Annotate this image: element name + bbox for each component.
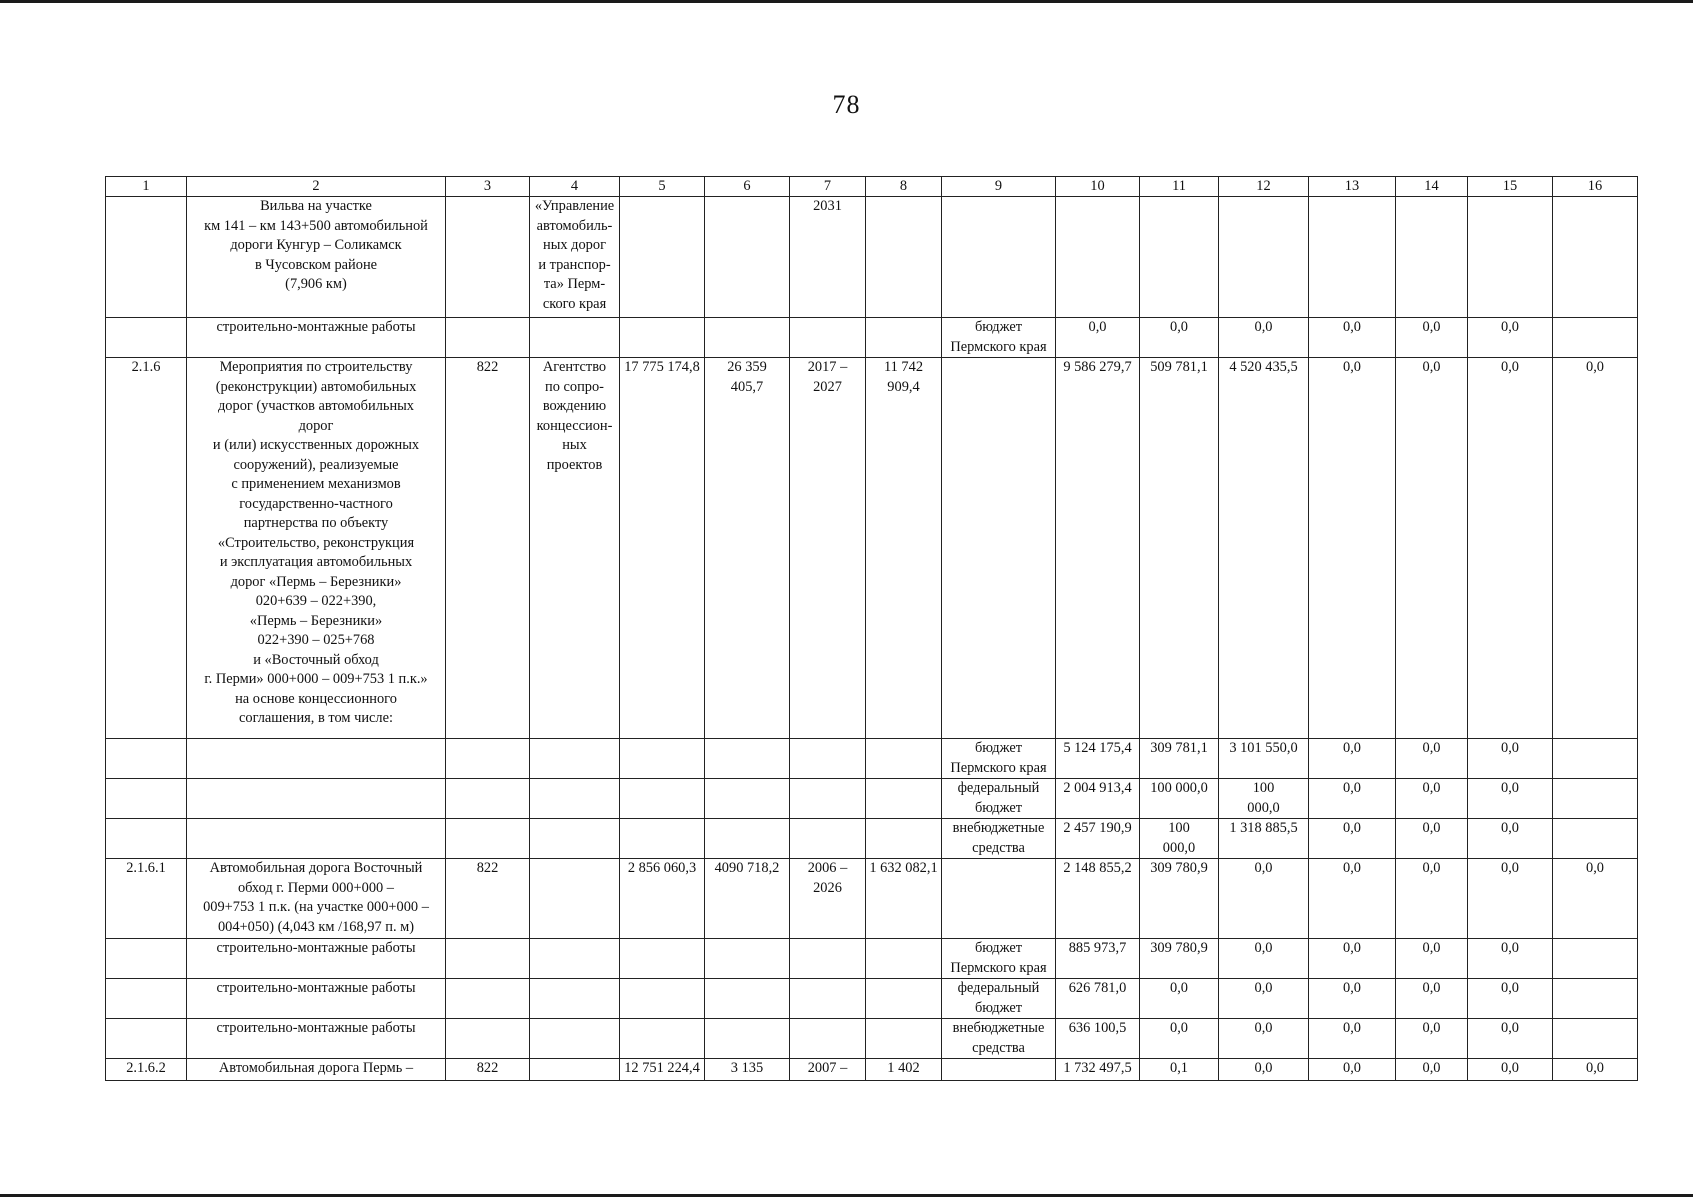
cell-col-14: 0,0 <box>1396 318 1468 358</box>
cell-col-16 <box>1553 779 1638 819</box>
cell-col-13: 0,0 <box>1309 1059 1396 1081</box>
cell-col-6 <box>705 819 790 859</box>
cell-col-2: строительно-монтажные работы <box>187 318 446 358</box>
column-number-10: 10 <box>1056 177 1140 197</box>
cell-col-13: 0,0 <box>1309 779 1396 819</box>
cell-col-4 <box>530 318 620 358</box>
cell-col-7: 2031 <box>790 197 866 318</box>
cell-col-16 <box>1553 197 1638 318</box>
cell-col-10: 1 732 497,5 <box>1056 1059 1140 1081</box>
cell-col-5: 2 856 060,3 <box>620 859 705 939</box>
cell-col-5: 17 775 174,8 <box>620 358 705 739</box>
cell-col-2: строительно-монтажные работы <box>187 1019 446 1059</box>
cell-col-7: 2006 – 2026 <box>790 859 866 939</box>
cell-col-9 <box>942 197 1056 318</box>
cell-col-2: Автомобильная дорога Пермь – <box>187 1059 446 1081</box>
cell-col-15: 0,0 <box>1468 819 1553 859</box>
cell-col-14: 0,0 <box>1396 939 1468 979</box>
column-number-11: 11 <box>1140 177 1219 197</box>
cell-col-6 <box>705 779 790 819</box>
column-number-8: 8 <box>866 177 942 197</box>
cell-col-8: 1 632 082,1 <box>866 859 942 939</box>
cell-col-6 <box>705 979 790 1019</box>
cell-col-15 <box>1468 197 1553 318</box>
cell-col-12: 4 520 435,5 <box>1219 358 1309 739</box>
cell-col-1 <box>106 779 187 819</box>
cell-col-8: 1 402 <box>866 1059 942 1081</box>
cell-col-2 <box>187 819 446 859</box>
cell-col-7: 2007 – <box>790 1059 866 1081</box>
cell-col-4 <box>530 739 620 779</box>
cell-col-11: 509 781,1 <box>1140 358 1219 739</box>
cell-col-8 <box>866 318 942 358</box>
cell-col-3 <box>446 739 530 779</box>
table-row <box>106 1019 1638 1059</box>
cell-col-3 <box>446 779 530 819</box>
cell-col-10: 2 457 190,9 <box>1056 819 1140 859</box>
table-row <box>106 197 1638 318</box>
cell-col-2 <box>187 779 446 819</box>
cell-col-5 <box>620 779 705 819</box>
table-row <box>106 1059 1638 1081</box>
cell-col-8: 11 742 909,4 <box>866 358 942 739</box>
cell-col-12: 0,0 <box>1219 939 1309 979</box>
cell-col-6 <box>705 197 790 318</box>
cell-col-16 <box>1553 318 1638 358</box>
cell-col-6: 26 359 405,7 <box>705 358 790 739</box>
cell-col-4: «Управление автомобиль- ных дорог и транспор- та» Перм- ского края <box>530 197 620 318</box>
cell-col-16 <box>1553 939 1638 979</box>
column-number-1: 1 <box>106 177 187 197</box>
cell-col-6 <box>705 318 790 358</box>
scan-bottom-edge <box>0 1194 1693 1197</box>
cell-col-15: 0,0 <box>1468 318 1553 358</box>
cell-col-14: 0,0 <box>1396 979 1468 1019</box>
cell-col-13 <box>1309 197 1396 318</box>
cell-col-3 <box>446 979 530 1019</box>
cell-col-11: 309 780,9 <box>1140 859 1219 939</box>
cell-col-9: внебюджетные средства <box>942 1019 1056 1059</box>
cell-col-14: 0,0 <box>1396 819 1468 859</box>
cell-col-13: 0,0 <box>1309 1019 1396 1059</box>
table-row <box>106 819 1638 859</box>
column-number-14: 14 <box>1396 177 1468 197</box>
cell-col-14: 0,0 <box>1396 859 1468 939</box>
cell-col-5 <box>620 318 705 358</box>
cell-col-3: 822 <box>446 859 530 939</box>
cell-col-14: 0,0 <box>1396 1019 1468 1059</box>
cell-col-6 <box>705 1019 790 1059</box>
cell-col-1: 2.1.6.1 <box>106 859 187 939</box>
cell-col-16: 0,0 <box>1553 859 1638 939</box>
column-number-15: 15 <box>1468 177 1553 197</box>
cell-col-8 <box>866 779 942 819</box>
cell-col-5 <box>620 1019 705 1059</box>
column-number-5: 5 <box>620 177 705 197</box>
cell-col-15: 0,0 <box>1468 1059 1553 1081</box>
cell-col-6 <box>705 939 790 979</box>
cell-col-8 <box>866 739 942 779</box>
cell-col-10 <box>1056 197 1140 318</box>
cell-col-4 <box>530 859 620 939</box>
cell-col-10: 0,0 <box>1056 318 1140 358</box>
cell-col-5 <box>620 819 705 859</box>
cell-col-12 <box>1219 197 1309 318</box>
cell-col-13: 0,0 <box>1309 819 1396 859</box>
cell-col-9 <box>942 358 1056 739</box>
budget-table <box>105 176 1638 1081</box>
cell-col-12: 1 318 885,5 <box>1219 819 1309 859</box>
cell-col-1 <box>106 1019 187 1059</box>
cell-col-4: Агентство по сопро- вождению концессион- ных проектов <box>530 358 620 739</box>
cell-col-16 <box>1553 1019 1638 1059</box>
cell-col-3 <box>446 939 530 979</box>
cell-col-15: 0,0 <box>1468 859 1553 939</box>
cell-col-15: 0,0 <box>1468 1019 1553 1059</box>
cell-col-10: 5 124 175,4 <box>1056 739 1140 779</box>
cell-col-13: 0,0 <box>1309 939 1396 979</box>
cell-col-1: 2.1.6 <box>106 358 187 739</box>
cell-col-8 <box>866 819 942 859</box>
cell-col-11: 0,1 <box>1140 1059 1219 1081</box>
cell-col-9: бюджет Пермского края <box>942 739 1056 779</box>
cell-col-10: 2 004 913,4 <box>1056 779 1140 819</box>
cell-col-6: 3 135 <box>705 1059 790 1081</box>
cell-col-16 <box>1553 979 1638 1019</box>
column-number-3: 3 <box>446 177 530 197</box>
column-number-7: 7 <box>790 177 866 197</box>
cell-col-16 <box>1553 819 1638 859</box>
cell-col-5 <box>620 739 705 779</box>
cell-col-3: 822 <box>446 1059 530 1081</box>
cell-col-10: 636 100,5 <box>1056 1019 1140 1059</box>
cell-col-9: внебюджетные средства <box>942 819 1056 859</box>
cell-col-4 <box>530 779 620 819</box>
cell-col-2: Мероприятия по строительству (реконструкции) автомобильных дорог (участков автомобильных дорог и (или) искусственных дорожных сооружений), реализуемые с применением механизмов государственно-частного партнерства по объекту «Строительство, реконструкция и эксплуатация автомобильных дорог «Пермь – Березники» 020+639 – 022+390, «Пермь – Березники» 022+390 – 025+768 и «Восточный обход г. Перми» 000+000 – 009+753 1 п.к.» на основе концессионного соглашения, в том числе: <box>187 358 446 739</box>
cell-col-1 <box>106 939 187 979</box>
cell-col-2: строительно-монтажные работы <box>187 979 446 1019</box>
cell-col-11: 0,0 <box>1140 318 1219 358</box>
cell-col-14: 0,0 <box>1396 358 1468 739</box>
cell-col-1 <box>106 197 187 318</box>
cell-col-11 <box>1140 197 1219 318</box>
cell-col-7: 2017 – 2027 <box>790 358 866 739</box>
cell-col-3: 822 <box>446 358 530 739</box>
table-row <box>106 739 1638 779</box>
table-row <box>106 979 1638 1019</box>
cell-col-7 <box>790 1019 866 1059</box>
cell-col-12: 0,0 <box>1219 1059 1309 1081</box>
cell-col-7 <box>790 819 866 859</box>
cell-col-14 <box>1396 197 1468 318</box>
cell-col-2: Автомобильная дорога Восточный обход г. Перми 000+000 – 009+753 1 п.к. (на участке 000+000 – 004+050) (4,043 км /168,97 п. м) <box>187 859 446 939</box>
cell-col-13: 0,0 <box>1309 979 1396 1019</box>
column-number-row <box>106 177 1638 197</box>
cell-col-9: федеральный бюджет <box>942 779 1056 819</box>
cell-col-14: 0,0 <box>1396 1059 1468 1081</box>
cell-col-6: 4090 718,2 <box>705 859 790 939</box>
column-number-6: 6 <box>705 177 790 197</box>
cell-col-12: 0,0 <box>1219 318 1309 358</box>
cell-col-8 <box>866 197 942 318</box>
cell-col-3 <box>446 318 530 358</box>
column-number-9: 9 <box>942 177 1056 197</box>
cell-col-1 <box>106 739 187 779</box>
cell-col-10: 626 781,0 <box>1056 979 1140 1019</box>
cell-col-10: 2 148 855,2 <box>1056 859 1140 939</box>
column-number-12: 12 <box>1219 177 1309 197</box>
cell-col-9 <box>942 859 1056 939</box>
table-row <box>106 859 1638 939</box>
cell-col-3 <box>446 197 530 318</box>
cell-col-11: 0,0 <box>1140 1019 1219 1059</box>
column-number-13: 13 <box>1309 177 1396 197</box>
cell-col-2 <box>187 739 446 779</box>
cell-col-3 <box>446 819 530 859</box>
cell-col-15: 0,0 <box>1468 979 1553 1019</box>
column-number-4: 4 <box>530 177 620 197</box>
cell-col-14: 0,0 <box>1396 739 1468 779</box>
cell-col-4 <box>530 819 620 859</box>
cell-col-1 <box>106 819 187 859</box>
cell-col-5: 12 751 224,4 <box>620 1059 705 1081</box>
cell-col-15: 0,0 <box>1468 939 1553 979</box>
cell-col-8 <box>866 939 942 979</box>
cell-col-7 <box>790 739 866 779</box>
cell-col-1 <box>106 979 187 1019</box>
cell-col-12: 3 101 550,0 <box>1219 739 1309 779</box>
table-row <box>106 358 1638 739</box>
cell-col-16: 0,0 <box>1553 358 1638 739</box>
cell-col-9: федеральный бюджет <box>942 979 1056 1019</box>
cell-col-2: строительно-монтажные работы <box>187 939 446 979</box>
cell-col-10: 885 973,7 <box>1056 939 1140 979</box>
cell-col-11: 309 780,9 <box>1140 939 1219 979</box>
table-row <box>106 318 1638 358</box>
scan-top-edge <box>0 0 1693 3</box>
cell-col-1: 2.1.6.2 <box>106 1059 187 1081</box>
cell-col-9 <box>942 1059 1056 1081</box>
cell-col-4 <box>530 1019 620 1059</box>
table-row <box>106 939 1638 979</box>
cell-col-8 <box>866 1019 942 1059</box>
column-number-2: 2 <box>187 177 446 197</box>
cell-col-15: 0,0 <box>1468 358 1553 739</box>
cell-col-12: 0,0 <box>1219 979 1309 1019</box>
table-row <box>106 779 1638 819</box>
cell-col-11: 0,0 <box>1140 979 1219 1019</box>
cell-col-11: 100 000,0 <box>1140 779 1219 819</box>
cell-col-7 <box>790 979 866 1019</box>
cell-col-5 <box>620 979 705 1019</box>
cell-col-2: Вильва на участке км 141 – км 143+500 автомобильной дороги Кунгур – Соликамск в Чусовском районе (7,906 км) <box>187 197 446 318</box>
cell-col-4 <box>530 1059 620 1081</box>
cell-col-10: 9 586 279,7 <box>1056 358 1140 739</box>
cell-col-13: 0,0 <box>1309 739 1396 779</box>
cell-col-3 <box>446 1019 530 1059</box>
cell-col-16 <box>1553 739 1638 779</box>
cell-col-7 <box>790 318 866 358</box>
cell-col-12: 0,0 <box>1219 859 1309 939</box>
cell-col-4 <box>530 979 620 1019</box>
column-number-16: 16 <box>1553 177 1638 197</box>
cell-col-11: 309 781,1 <box>1140 739 1219 779</box>
cell-col-7 <box>790 779 866 819</box>
cell-col-6 <box>705 739 790 779</box>
cell-col-13: 0,0 <box>1309 859 1396 939</box>
table-body <box>106 197 1638 1081</box>
cell-col-9: бюджет Пермского края <box>942 939 1056 979</box>
cell-col-4 <box>530 939 620 979</box>
cell-col-13: 0,0 <box>1309 318 1396 358</box>
cell-col-11: 100 000,0 <box>1140 819 1219 859</box>
cell-col-15: 0,0 <box>1468 739 1553 779</box>
cell-col-8 <box>866 979 942 1019</box>
page-number: 78 <box>832 90 861 119</box>
cell-col-14: 0,0 <box>1396 779 1468 819</box>
cell-col-1 <box>106 318 187 358</box>
cell-col-9: бюджет Пермского края <box>942 318 1056 358</box>
cell-col-12: 0,0 <box>1219 1019 1309 1059</box>
cell-col-5 <box>620 197 705 318</box>
cell-col-15: 0,0 <box>1468 779 1553 819</box>
cell-col-7 <box>790 939 866 979</box>
cell-col-16: 0,0 <box>1553 1059 1638 1081</box>
cell-col-12: 100 000,0 <box>1219 779 1309 819</box>
cell-col-5 <box>620 939 705 979</box>
cell-col-13: 0,0 <box>1309 358 1396 739</box>
